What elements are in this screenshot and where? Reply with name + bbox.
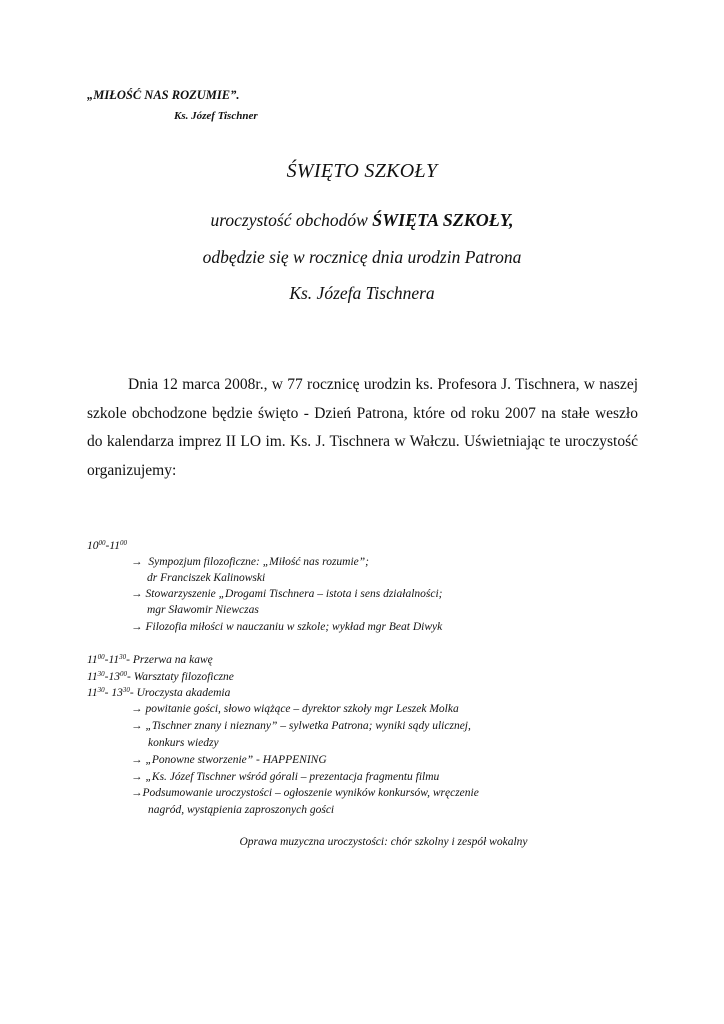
subtitle-line-1 [0, 210, 724, 231]
music-note: Oprawa muzyczna uroczystości: chór szkolny i zespół wokalny [239, 836, 528, 848]
arrow-icon: → [131, 556, 143, 568]
intro-text: Dnia 12 marca 2008r., w 77 rocznicę urodzin ks. Profesora J. Tischnera, w naszej szkole obchodzone będzie święto - Dzień Patrona, które od roku 2007 na stałe weszło do kalendarza imprez II LO im. Ks. J. Tischnera w Wałczu. Uświetniając te uroczystość organizujemy: [87, 376, 638, 479]
schedule-item: → „Tischner znany i nieznany” – sylwetka Patrona; wyniki sądy ulicznej, [131, 720, 471, 732]
time-slot-break: $11^{00}-11^{30}-$ Przerwa na kawę [87, 653, 213, 666]
arrow-icon: → [131, 703, 143, 715]
schedule-item-cont: mgr Sławomir Niewczas [147, 604, 259, 616]
arrow-icon: → [131, 621, 143, 633]
schedule-item: → „Ks. Józef Tischner wśród górali – prezentacja fragmentu filmu [131, 771, 440, 783]
time-slot-workshops: $11^{30}-13^{00}-$ Warsztaty filozoficzne [87, 670, 234, 683]
schedule-item: → Sympozjum filozoficzne: „Miłość nas rozumie”; [131, 556, 369, 568]
arrow-icon: → [131, 588, 143, 600]
schedule-item-cont: dr Franciszek Kalinowski [147, 572, 266, 584]
subtitle-bold: ŚWIĘTA SZKOŁY, [372, 210, 514, 230]
schedule-item: → „Ponowne stworzenie” - HAPPENING [131, 754, 327, 766]
motto: „MIŁOŚĆ NAS ROZUMIE”. [87, 88, 240, 102]
subtitle-line-2: odbędzie się w rocznicę dnia urodzin Patrona [202, 247, 522, 267]
arrow-icon: → [131, 787, 143, 799]
page-title: ŚWIĘTO SZKOŁY [286, 160, 438, 182]
schedule-item-cont: nagród, wystąpienia zaproszonych gości [148, 804, 335, 816]
schedule-item: → Filozofia miłości w nauczaniu w szkole; wykład mgr Beat Diwyk [131, 621, 443, 633]
arrow-icon: → [131, 720, 143, 732]
subtitle-line-3: Ks. Józefa Tischnera [289, 283, 435, 303]
motto-author: Ks. Józef Tischner [174, 110, 258, 122]
schedule-item: → Stowarzyszenie „Drogami Tischnera – istota i sens działalności; [131, 588, 443, 600]
schedule-item-cont: konkurs wiedzy [148, 737, 219, 749]
arrow-icon: → [131, 771, 143, 783]
arrow-icon: → [131, 754, 143, 766]
time-range-1: $10^{00}-11^{00}$ [87, 539, 127, 552]
time-slot-ceremony: $11^{30}-$ $13^{30}-$ Uroczysta akademia [87, 686, 231, 699]
schedule-item: → powitanie gości, słowo wiążące – dyrektor szkoły mgr Leszek Molka [131, 703, 459, 715]
schedule-item: →Podsumowanie uroczystości – ogłoszenie wyników konkursów, wręczenie [131, 787, 479, 799]
subtitle-prefix: uroczystość obchodów [210, 210, 373, 230]
intro-paragraph [87, 371, 638, 485]
